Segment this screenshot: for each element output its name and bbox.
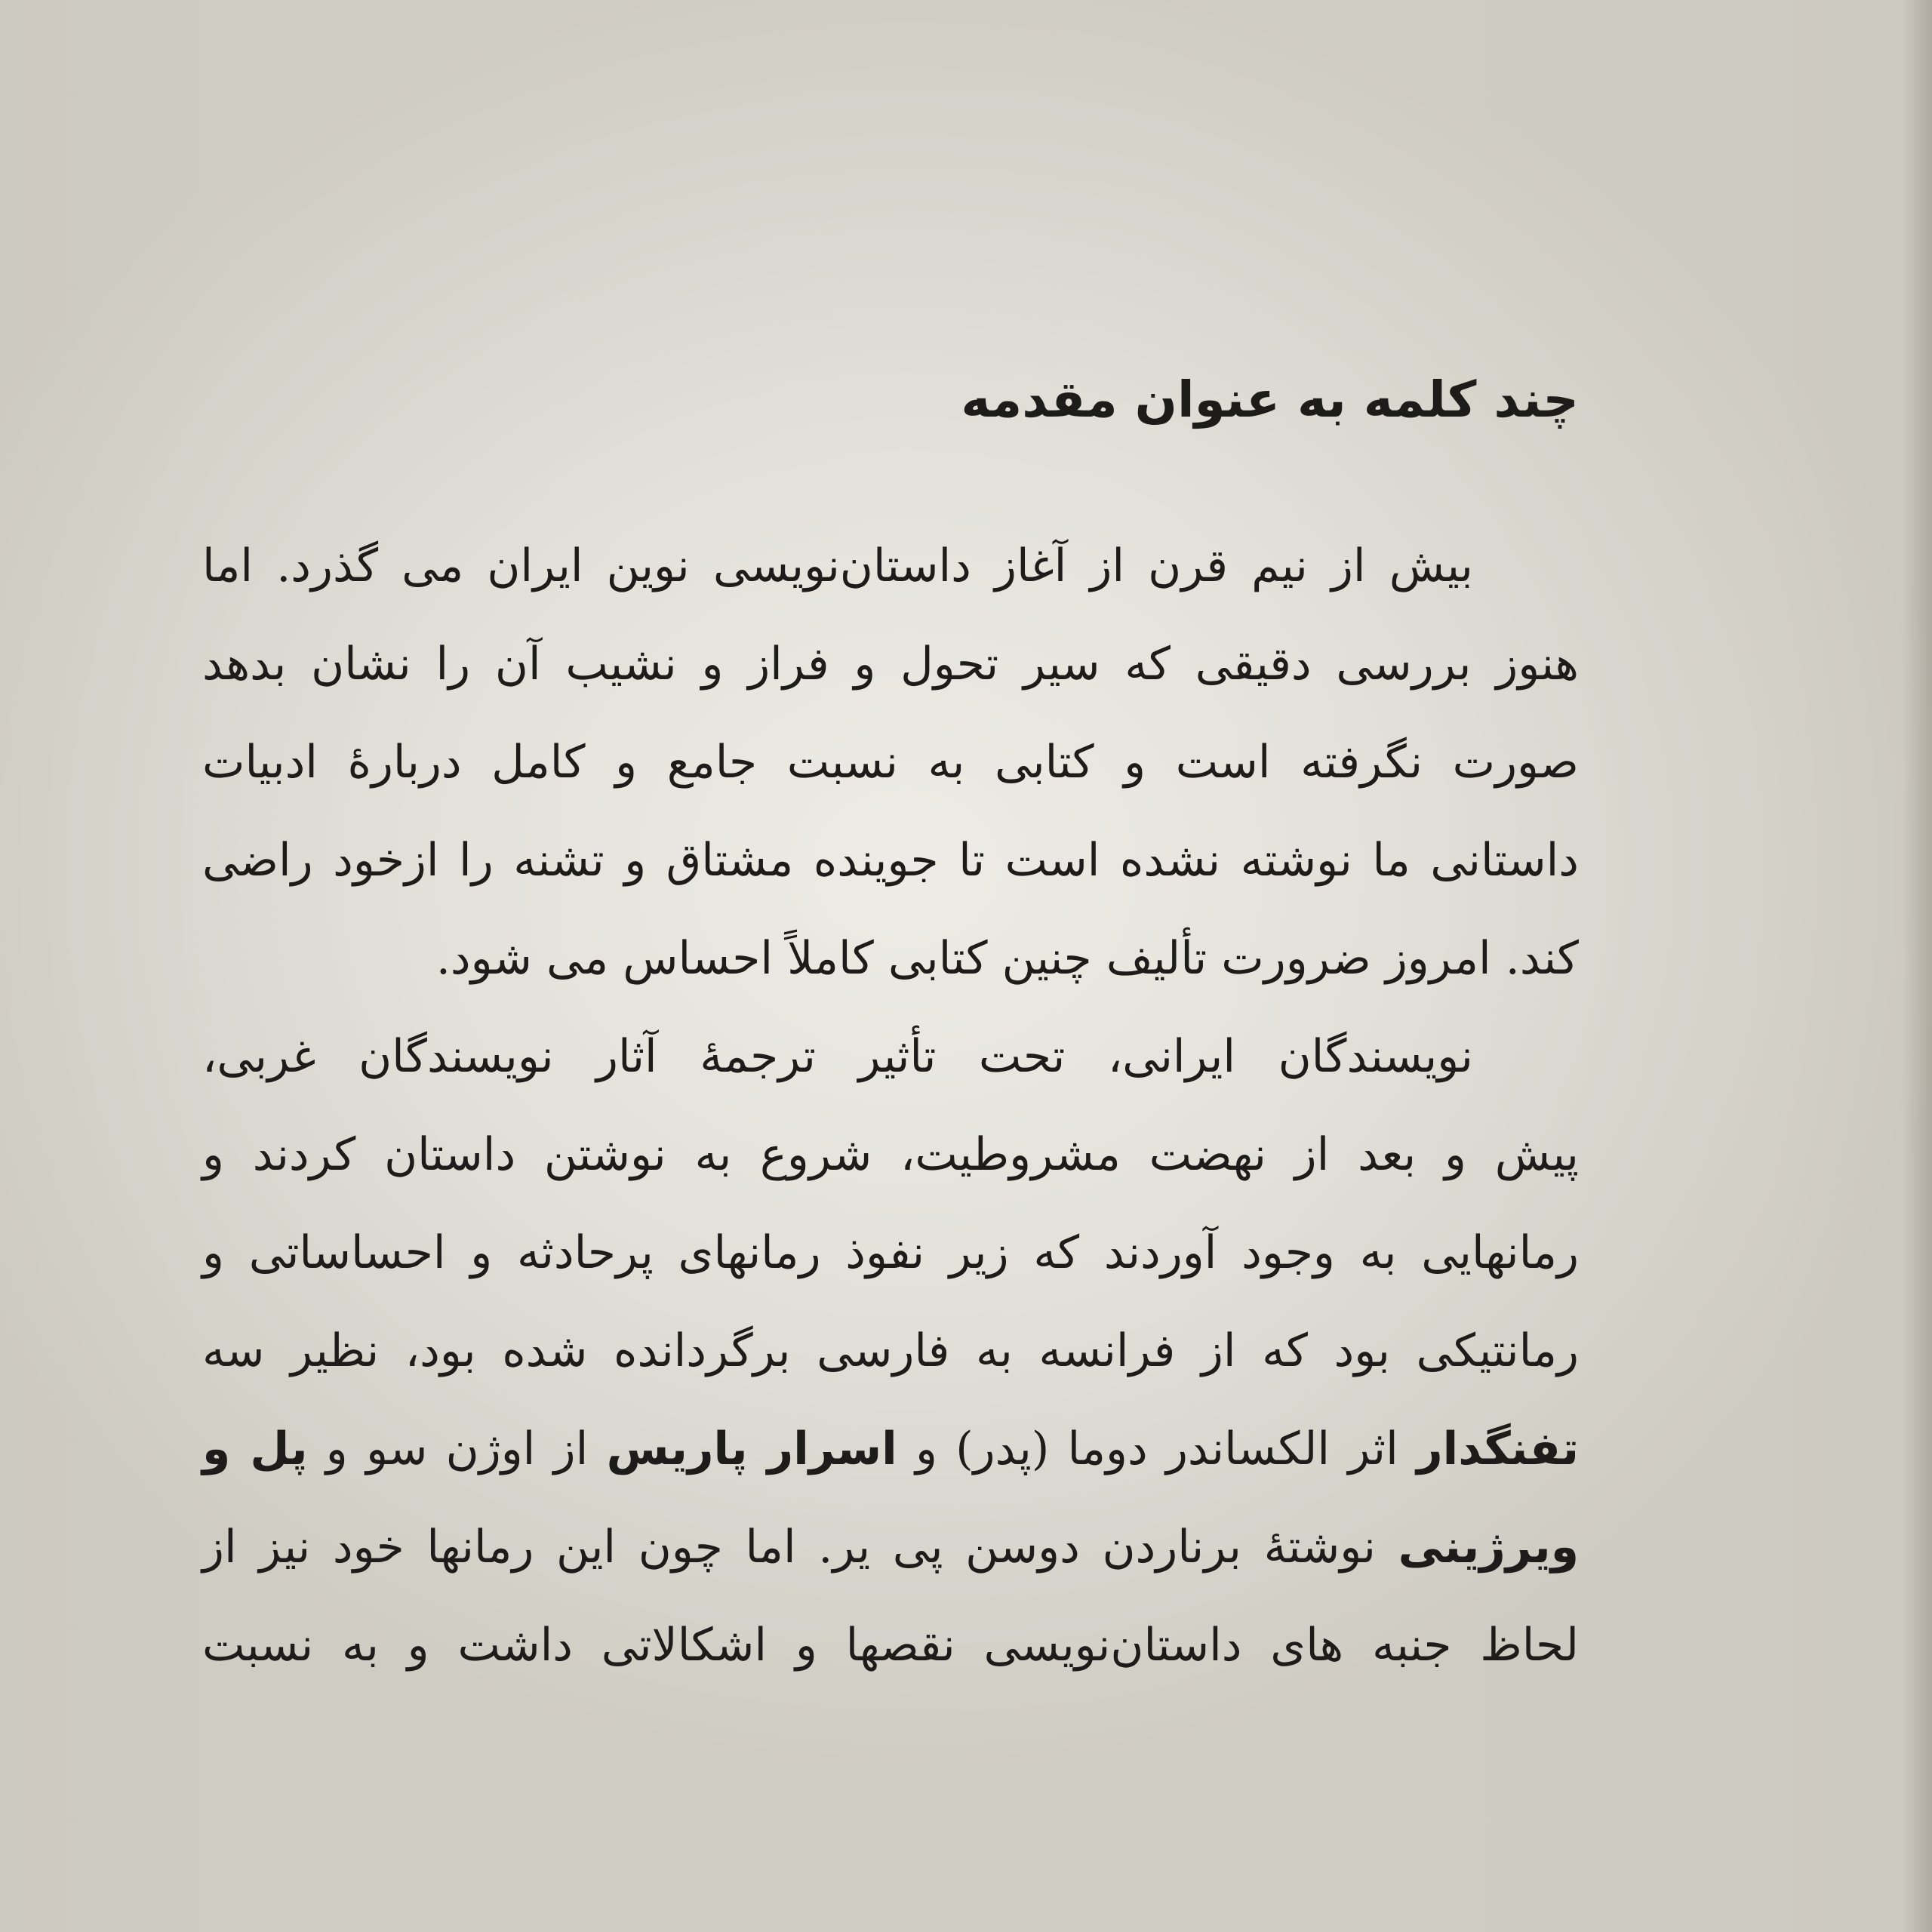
book-title-asrar-paris: اسرار پاریس <box>606 1423 897 1475</box>
text-line-8: رمانهایی به وجود آوردند که زیر نفوذ رمانهای پرحادثه و احساساتی و <box>202 1226 1579 1279</box>
book-title-virginie: ویرژینی <box>1398 1521 1579 1574</box>
text-fragment: نوشتهٔ برناردن دوسن پی یر. اما چون این رمانها خود نیز از <box>202 1521 1398 1574</box>
text-line-3: صورت نگرفته است و کتابی به نسبت جامع و کامل دربارهٔ ادبیات <box>202 736 1579 789</box>
text-line-9: رمانتیکی بود که از فرانسه به فارسی برگردانده شده بود، نظیر سه <box>202 1324 1579 1377</box>
text-line-1: بیش از نیم قرن از آغاز داستان‌نویسی نوین ایران می گذرد. اما <box>202 540 1473 592</box>
text-fragment: از اوژن سو و <box>307 1423 607 1475</box>
text-line-5: کند. امروز ضرورت تألیف چنین کتابی کاملاً احساس می شود. <box>435 932 1579 985</box>
text-line-11 <box>202 1498 1579 1596</box>
text-line-4: داستانی ما نوشته نشده است تا جوینده مشتاق و تشنه را ازخود راضی <box>202 834 1579 887</box>
text-line-2: هنوز بررسی دقیقی که سیر تحول و فراز و نشیب آن را نشان بدهد <box>202 638 1579 691</box>
text-line-10 <box>202 1400 1579 1498</box>
page-edge-shadow <box>1902 0 1932 1932</box>
text-line-6: نویسندگان ایرانی، تحت تأثیر ترجمهٔ آثار نویسندگان غربی، <box>202 1030 1473 1083</box>
page-heading: چند کلمه به عنوان مقدمه <box>961 371 1579 429</box>
text-line-12: لحاظ جنبه های داستان‌نویسی نقصها و اشکالاتی داشت و به نسبت <box>202 1619 1579 1672</box>
book-title-tofangdar: تفنگدار <box>1417 1423 1579 1475</box>
text-fragment: اثر الکساندر دوما (پدر) و <box>897 1423 1417 1475</box>
text-line-7: پیش و بعد از نهضت مشروطیت، شروع به نوشتن داستان کردند و <box>202 1128 1579 1181</box>
book-title-paul: پل و <box>202 1423 308 1475</box>
